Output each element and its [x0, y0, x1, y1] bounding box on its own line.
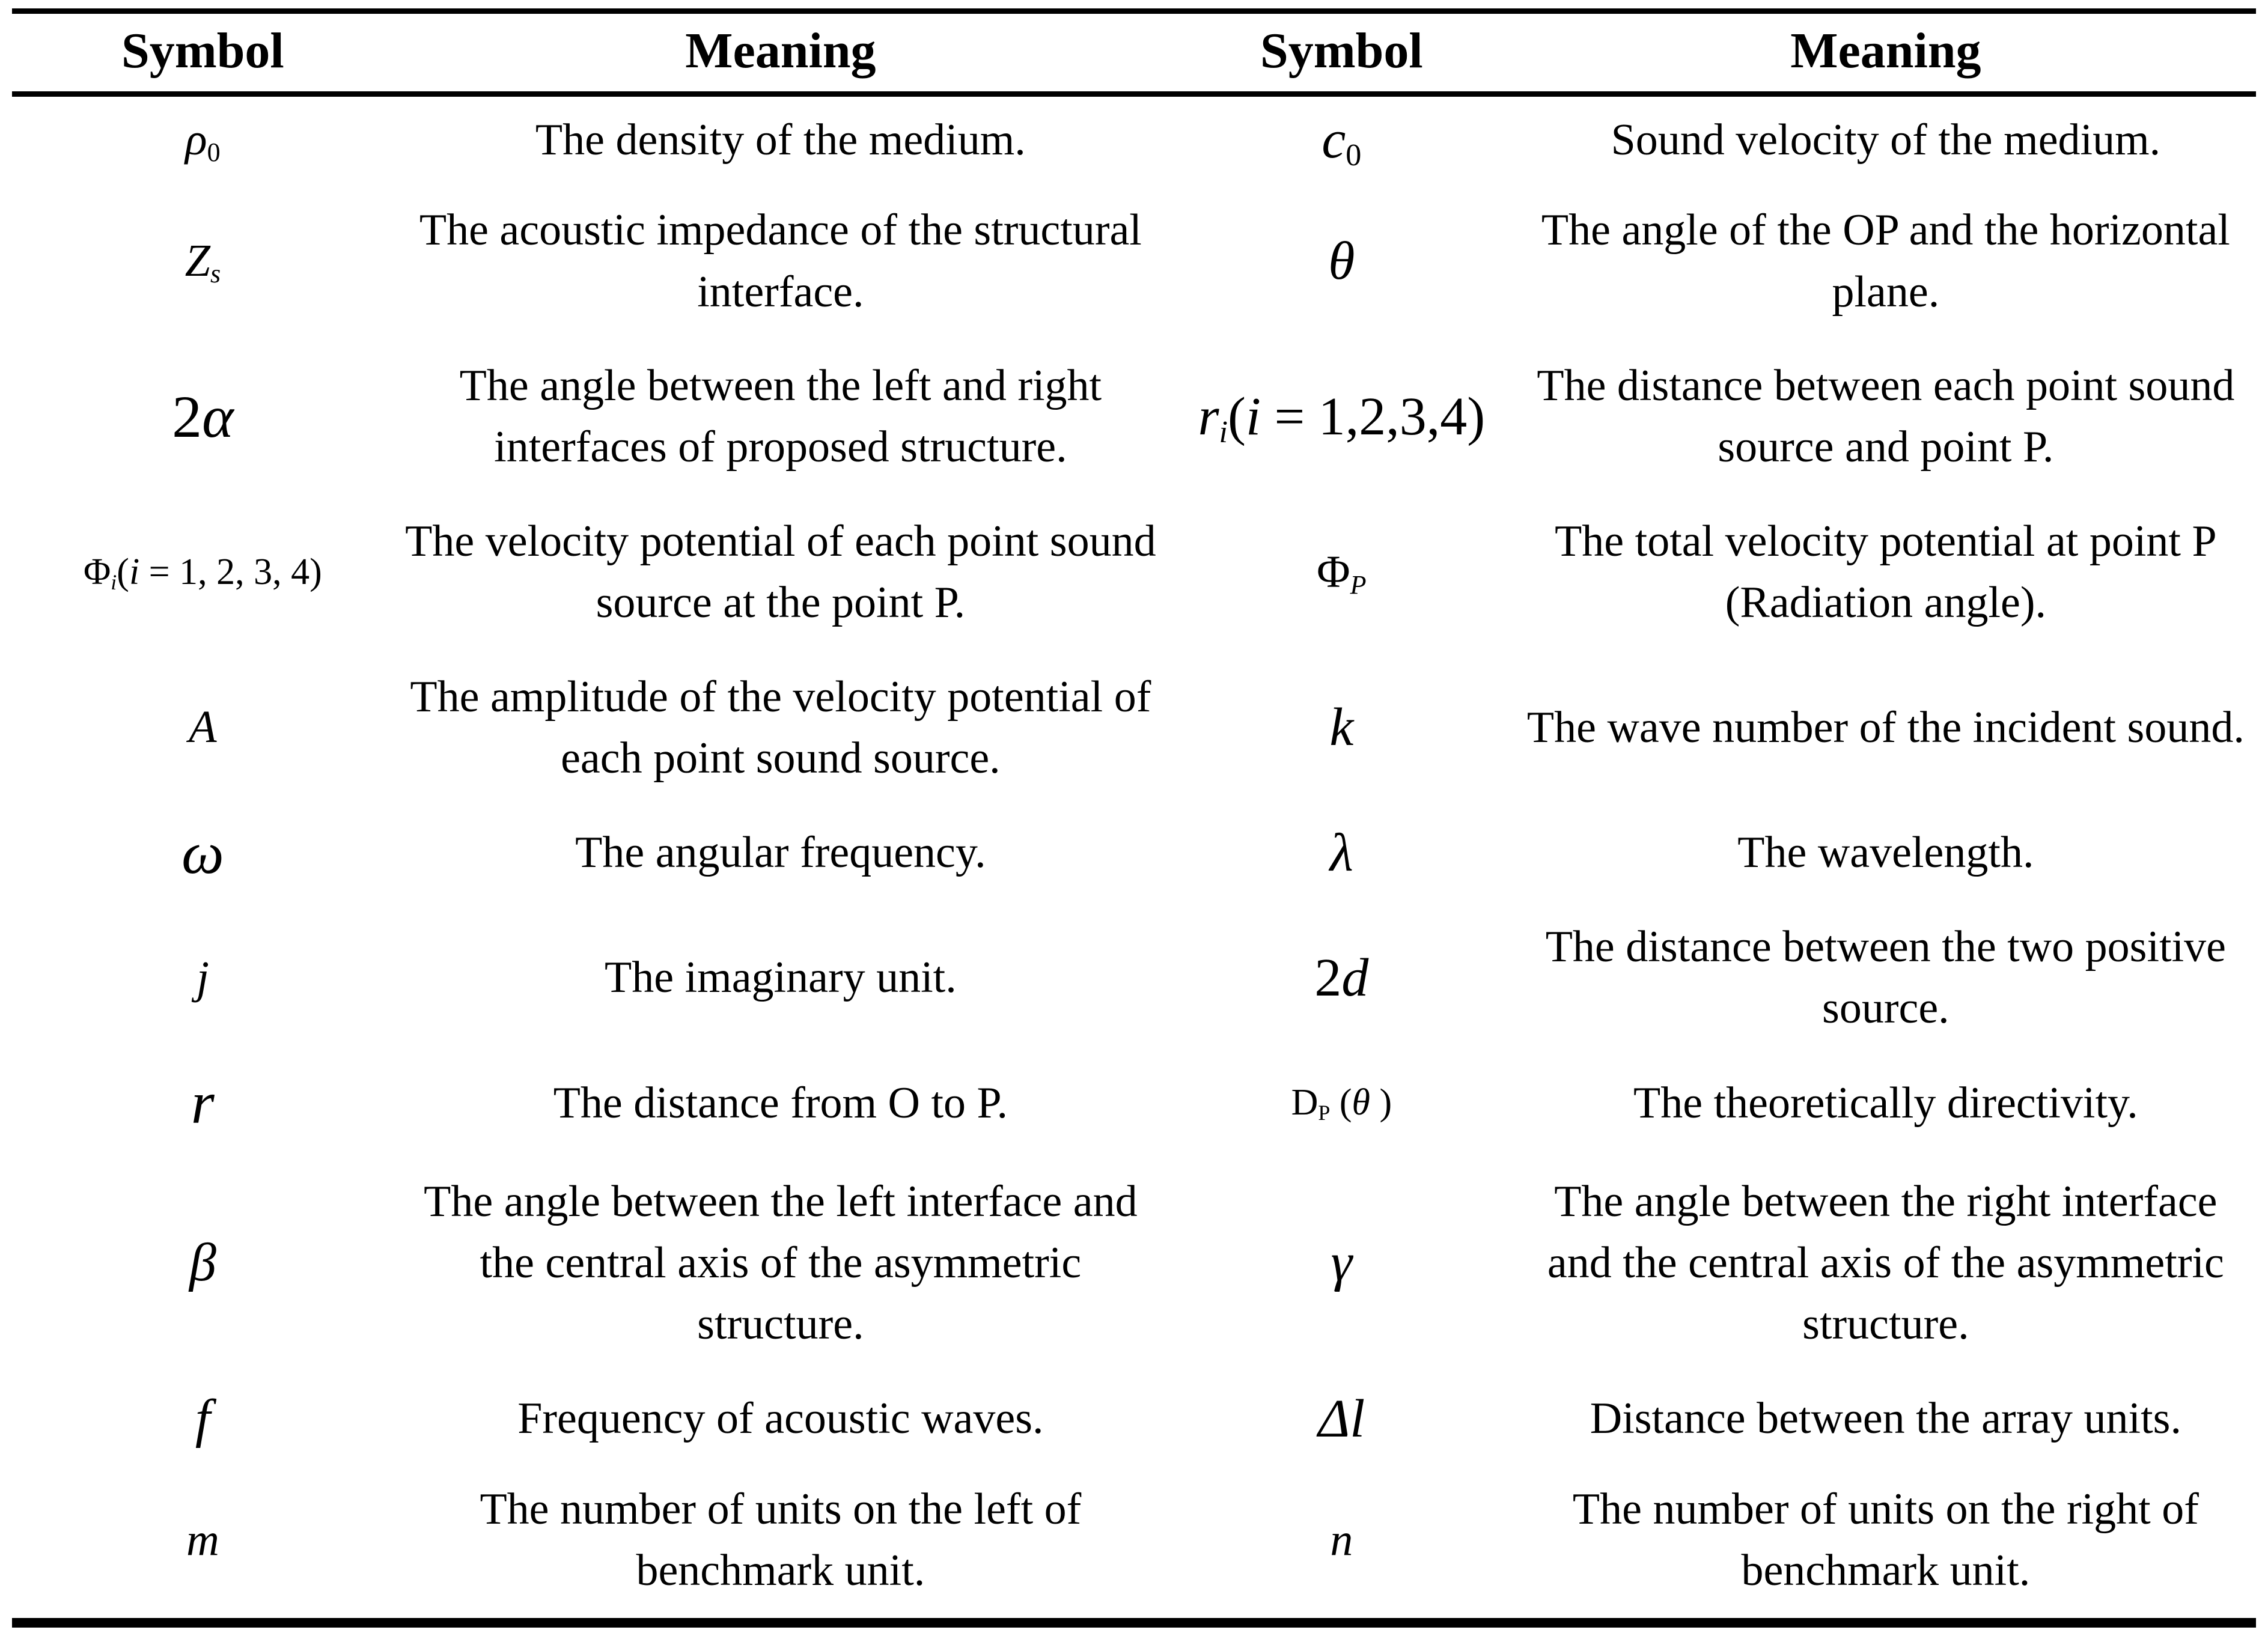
table-row	[12, 1150, 2256, 1375]
table-header	[12, 11, 2256, 94]
symbol-cell-right: 2d	[1314, 947, 1369, 1008]
symbol-cell-left: $\Phi_i(i = 1$, 2, 3, 4)	[83, 551, 322, 594]
symbol-cell-right: λ	[1329, 823, 1353, 883]
table-row	[12, 650, 2256, 806]
table-row	[12, 1462, 2256, 1623]
meaning-cell-right: The theoretically directivity.	[1633, 1078, 2138, 1128]
symbol-cell-left: f	[195, 1388, 210, 1449]
meaning-cell-left: The imaginary unit.	[605, 953, 957, 1003]
table-row	[12, 1375, 2256, 1462]
symbol-cell-left: 2α	[172, 383, 234, 450]
meaning-cell-left: The angle between the left and right interfaces of proposed structure.	[459, 361, 1102, 472]
meaning-cell-left: The distance from O to P.	[553, 1078, 1008, 1128]
table-row	[12, 1056, 2256, 1151]
meaning-cell-right: Sound velocity of the medium.	[1611, 115, 2161, 165]
meaning-cell-left: The velocity potential of each point sound source at the point P.	[405, 517, 1156, 628]
meaning-cell-right: The wave number of the incident sound.	[1526, 702, 2245, 752]
table-row	[12, 94, 2256, 183]
symbol-cell-right: $c_0$	[1321, 110, 1362, 173]
table-row	[12, 494, 2256, 650]
symbol-cell-left: $Z_s$	[184, 236, 221, 289]
symbol-cell-left: $\rho_0$	[185, 114, 221, 168]
symbol-cell-right: Δl	[1318, 1388, 1365, 1449]
symbol-cell-right: $r_i(i = 1,2,3,4)$	[1198, 386, 1486, 449]
symbol-cell-left: r	[191, 1069, 215, 1137]
symbol-cell-right: n	[1330, 1514, 1353, 1565]
meaning-cell-right: The number of units on the right of benchmark unit.	[1572, 1484, 2199, 1596]
symbols-table	[12, 8, 2256, 1628]
meaning-cell-left: The density of the medium.	[535, 115, 1026, 165]
table-row	[12, 339, 2256, 494]
symbol-table-body	[12, 94, 2256, 1623]
symbol-cell-left: j	[196, 952, 209, 1003]
table-row	[12, 900, 2256, 1056]
meaning-cell-left: The angle between the left interface and the central axis of the asymmetric structure.	[424, 1176, 1138, 1349]
header-row	[12, 11, 2256, 94]
symbol-cell-right: γ	[1331, 1233, 1353, 1293]
meaning-cell-right: The wavelength.	[1737, 828, 2034, 878]
meaning-cell-right: The distance between each point sound source and point P.	[1537, 361, 2235, 472]
symbol-cell-left: m	[186, 1514, 219, 1565]
header-symbol-left: Symbol	[12, 11, 394, 94]
symbol-cell-left: ω	[181, 819, 224, 886]
meaning-cell-left: Frequency of acoustic waves.	[517, 1393, 1044, 1443]
meaning-cell-right: The angle of the OP and the horizontal plane.	[1541, 205, 2230, 317]
meaning-cell-left: The angular frequency.	[575, 828, 986, 878]
symbol-cell-right: θ	[1328, 231, 1355, 291]
symbol-cell-left: A	[189, 702, 217, 753]
header-symbol-right: Symbol	[1168, 11, 1516, 94]
meaning-cell-right: Distance between the array units.	[1590, 1393, 2181, 1443]
meaning-cell-left: The acoustic impedance of the structural interface.	[419, 205, 1142, 317]
table-row	[12, 805, 2256, 900]
meaning-cell-right: The distance between the two positive source.	[1545, 922, 2226, 1033]
meaning-cell-right: The total velocity potential at point P (Radiation angle).	[1555, 517, 2217, 628]
table-row	[12, 183, 2256, 339]
meaning-cell-left: The number of units on the left of benchmark unit.	[480, 1484, 1082, 1596]
header-meaning-right: Meaning	[1516, 11, 2256, 94]
symbol-cell-right: $\Phi_P$	[1317, 546, 1367, 600]
meaning-cell-right: The angle between the right interface and the central axis of the asymmetric structure.	[1547, 1176, 2224, 1349]
symbol-cell-right: $D_P$ (θ )	[1291, 1082, 1392, 1125]
symbol-cell-left: β	[189, 1233, 216, 1293]
meaning-cell-left: The amplitude of the velocity potential of each point sound source.	[410, 672, 1151, 783]
symbol-cell-right: k	[1329, 698, 1354, 758]
header-meaning-left: Meaning	[394, 11, 1168, 94]
